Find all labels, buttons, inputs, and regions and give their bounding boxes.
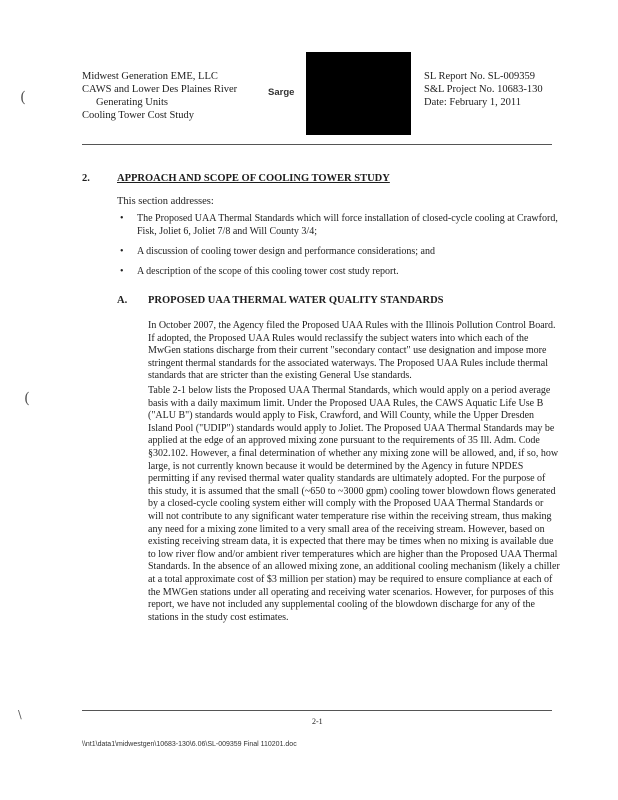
- bullet-item: • The Proposed UAA Thermal Standards which will force installation of closed-cycle cooling at Crawford, Fisk, Joliet 6, Joliet 7/8 and Will County 3/4;: [120, 213, 558, 237]
- bullet-list: [118, 212, 558, 285]
- section-number: 2.: [82, 173, 90, 184]
- header-divider: [82, 144, 552, 145]
- bullet-icon: •: [120, 246, 124, 257]
- header-project-line-2: Generating Units: [96, 97, 169, 108]
- subsection-title: PROPOSED UAA THERMAL WATER QUALITY STANDARDS: [148, 295, 444, 306]
- header-left: [82, 70, 237, 122]
- footer-divider: [82, 710, 552, 711]
- footer-file-path: \\nt1\data1\midwestgen\10683-130\6.06\SL-009359 Final 110201.doc: [82, 741, 297, 748]
- paragraph-table-2-1: Table 2-1 below lists the Proposed UAA Thermal Standards, which would apply on a period average basis with a daily maximum limit. Under the Proposed UAA Rules, the CAWS Aquatic Life Use B ("ALU B") standards would apply to Fisk, Crawford, and Will County, while the Upper Dresden Island Pool ("UDIP") standards would apply to Joliet. The Proposed UAA Thermal Standards may be applied at the edge of an approved mixing zone pursuant to the requirements of 35 Ill. Adm. Code §302.102. However, a final determination of whether any mixing zone will be allowed, and, if so, how large, is not currently known because it would be determined by the Agency in future NPDES permitting if any revised thermal water quality standards are ultimately adopted. For the purpose of this study, it is assumed that the small (~650 to ~3000 gpm) cooling tower blowdown flows generated by a closed-cycle cooling system either will comply with the Proposed UAA Thermal Standards or will not contribute to any significant water temperature rise within the receiving stream, thus making any need for a mixing zone limited to a very small area of the receiving stream. However, based on existing receiving stream data, it is expected that there may be times when no mixing is available due to low river flow and/or ambient river temperatures which are higher than the Proposed UAA Thermal Standards. In the absence of an allowed mixing zone, an additional cooling mechanism (likely a chiller at a total approximate cost of $3 million per station) may be required to ensure compliance at each of the MWGen stations under all operating and receiving water scenarios. However, for purposes of this report, we have not included any supplemental cooling of the blowdown discharge for any of the stations in the study cost estimates.: [148, 385, 560, 623]
- header-study-name: Cooling Tower Cost Study: [82, 110, 194, 121]
- bullet-icon: •: [120, 213, 124, 224]
- report-number: SL Report No. SL-009359: [424, 71, 536, 82]
- margin-bracket-mark: (: [20, 88, 26, 106]
- bullet-item: • A discussion of cooling tower design and performance considerations; and: [120, 246, 435, 257]
- paragraph-agency-filing: In October 2007, the Agency filed the Proposed UAA Rules with the Illinois Pollution Control Board. If adopted, the Proposed UAA Rules would reclassify the subject waters into which each of the MwGen stations discharge from their current "secondary contact" use designation and impose more stringent thermal standards for the associated waterways. The Proposed UAA Rules include thermal standards that are stricter than the existing General Use standards.: [148, 320, 556, 382]
- bullet-item: • A description of the scope of this cooling tower cost study report.: [120, 266, 399, 277]
- margin-tick-mark: \: [18, 708, 22, 721]
- header-company: Midwest Generation EME, LLC: [82, 71, 218, 82]
- subsection-letter: A.: [117, 295, 128, 306]
- project-number: S&L Project No. 10683-130: [424, 84, 543, 95]
- margin-bracket-mark: (: [24, 389, 30, 407]
- logo-text: Sarge: [268, 87, 295, 98]
- section-title: APPROACH AND SCOPE OF COOLING TOWER STUDY: [117, 173, 390, 184]
- redacted-logo: [306, 52, 411, 135]
- header-right: [424, 70, 543, 109]
- bullet-icon: •: [120, 266, 124, 277]
- header-project-line-1: CAWS and Lower Des Plaines River: [82, 84, 238, 95]
- section-intro: This section addresses:: [117, 196, 214, 207]
- page-number: 2-1: [312, 717, 323, 726]
- report-date: Date: February 1, 2011: [424, 97, 522, 108]
